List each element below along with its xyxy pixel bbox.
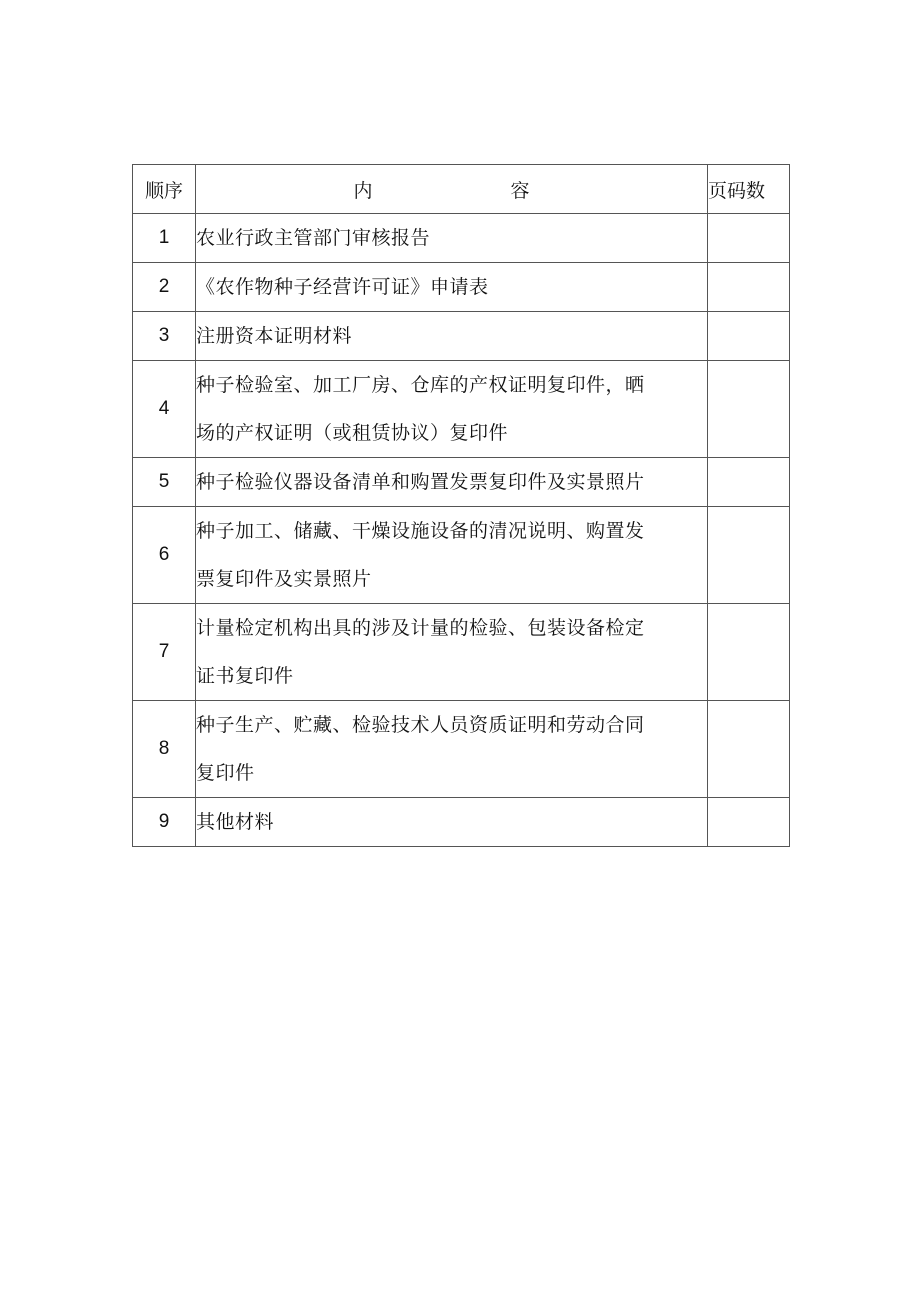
row-pages — [708, 263, 790, 312]
row-content-line: 计量检定机构出具的涉及计量的检验、包装设备检定 — [196, 617, 645, 639]
row-content — [196, 312, 708, 361]
row-content-line: 票复印件及实景照片 — [196, 568, 372, 590]
row-pages — [708, 214, 790, 263]
row-pages — [708, 361, 790, 458]
row-content-line: 农业行政主管部门审核报告 — [196, 227, 431, 249]
row-seq: 6 — [133, 507, 196, 604]
row-content-line: 证书复印件 — [196, 665, 294, 687]
row-pages — [708, 798, 790, 847]
header-pages: 页码数 — [708, 165, 790, 214]
row-seq: 2 — [133, 263, 196, 312]
row-content — [196, 361, 708, 458]
row-content-line: 场的产权证明（或租赁协议）复印件 — [196, 422, 509, 444]
row-seq: 4 — [133, 361, 196, 458]
row-content — [196, 263, 708, 312]
row-seq: 5 — [133, 458, 196, 507]
table-row — [133, 798, 790, 847]
row-content-line: 种子检验室、加工厂房、仓库的产权证明复印件，晒 — [196, 374, 645, 396]
row-pages — [708, 604, 790, 701]
row-content — [196, 701, 708, 798]
table-row — [133, 507, 790, 604]
row-content — [196, 798, 708, 847]
materials-table — [132, 164, 790, 847]
row-content-line: 《农作物种子经营许可证》申请表 — [196, 276, 489, 298]
table-row — [133, 604, 790, 701]
row-pages — [708, 507, 790, 604]
row-content-line: 其他材料 — [196, 811, 275, 833]
row-pages — [708, 312, 790, 361]
table-row — [133, 312, 790, 361]
row-content-line: 种子生产、贮藏、检验技术人员资质证明和劳动合同 — [196, 714, 645, 736]
header-content-char-2: 容 — [510, 179, 530, 202]
row-seq: 7 — [133, 604, 196, 701]
header-content — [196, 165, 708, 214]
table-row — [133, 701, 790, 798]
header-content-char-1: 内 — [353, 179, 373, 202]
table-row — [133, 361, 790, 458]
row-seq: 1 — [133, 214, 196, 263]
row-content — [196, 214, 708, 263]
row-content-line: 种子加工、储藏、干燥设施设备的清况说明、购置发 — [196, 520, 645, 542]
table-row — [133, 263, 790, 312]
row-content-line: 复印件 — [196, 762, 255, 784]
row-pages — [708, 701, 790, 798]
row-content — [196, 458, 708, 507]
table-header-row — [133, 165, 790, 214]
row-seq: 8 — [133, 701, 196, 798]
row-content-line: 注册资本证明材料 — [196, 325, 353, 347]
row-content — [196, 604, 708, 701]
row-content-line: 种子检验仪器设备清单和购置发票复印件及实景照片 — [196, 471, 645, 493]
header-seq: 顺序 — [133, 165, 196, 214]
table-row — [133, 458, 790, 507]
row-content — [196, 507, 708, 604]
row-seq: 9 — [133, 798, 196, 847]
table-row — [133, 214, 790, 263]
row-pages — [708, 458, 790, 507]
row-seq: 3 — [133, 312, 196, 361]
